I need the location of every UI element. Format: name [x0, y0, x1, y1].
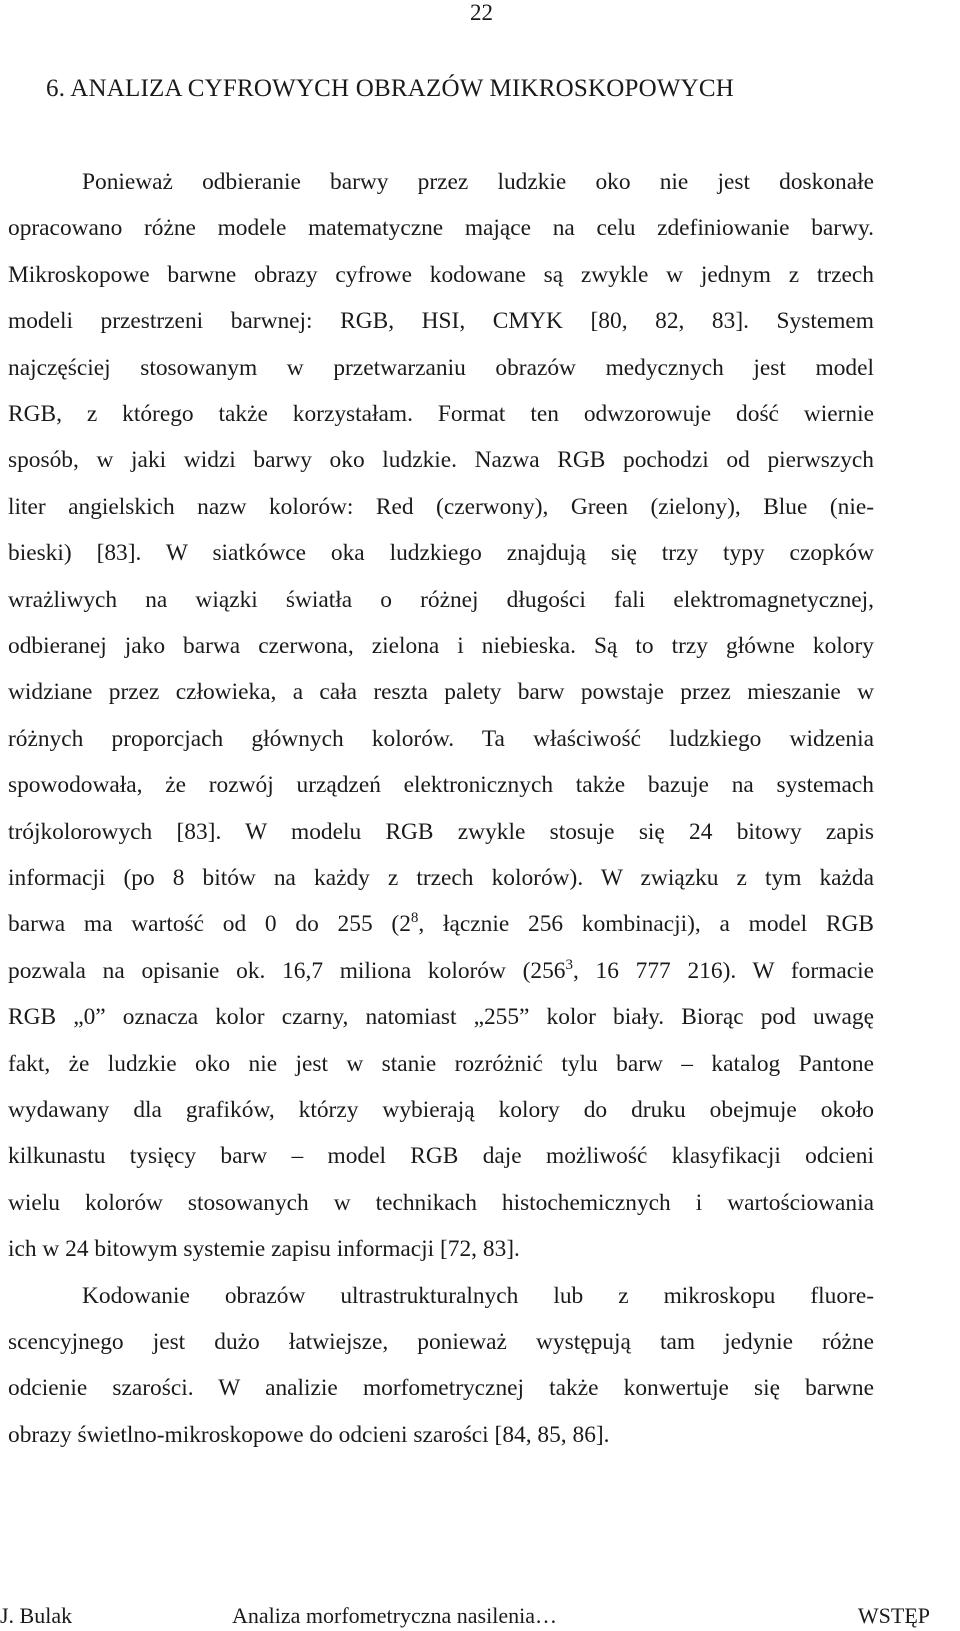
paragraph-line: odcienie szarości. W analizie morfometrycznej także konwertuje się barwne [8, 1375, 874, 1402]
line-text: pozwala na opisanie ok. 16,7 miliona kolorów (256 [8, 957, 566, 984]
line-text: , 16 777 216). W formacie [572, 957, 874, 984]
line-text: , łącznie 256 kombinacji), a model RGB [418, 911, 874, 938]
paragraph-line: najczęściej stosowanym w przetwarzaniu obrazów medycznych jest model [8, 354, 874, 381]
paragraph-line: Ponieważ odbieranie barwy przez ludzkie oko nie jest doskonałe [82, 169, 874, 195]
line-text: barwa ma wartość od 0 do 255 (2 [8, 911, 411, 938]
paragraph-line: modeli przestrzeni barwnej: RGB, HSI, CMYK [80, 82, 83]. Systemem [8, 308, 874, 335]
paragraph-line: ich w 24 bitowym systemie zapisu informacji [72, 83]. [8, 1236, 520, 1263]
paragraph-line: liter angielskich nazw kolorów: Red (czerwony), Green (zielony), Blue (nie- [8, 493, 874, 520]
paragraph-line: fakt, że ludzkie oko nie jest w stanie rozróżnić tylu barw – katalog Pantone [8, 1050, 874, 1077]
paragraph-line: widziane przez człowieka, a cała reszta palety barw powstaje przez mieszanie w [8, 679, 874, 706]
paragraph-line: spowodowała, że rozwój urządzeń elektronicznych także bazuje na systemach [8, 772, 874, 799]
footer-author: J. Bulak [0, 1603, 73, 1628]
footer-title: Analiza morfometryczna nasilenia… [232, 1603, 557, 1628]
paragraph-line: różnych proporcjach głównych kolorów. Ta właściwość ludzkiego widzenia [8, 725, 874, 752]
superscript: 3 [565, 957, 573, 973]
paragraph-line: obrazy świetlno-mikroskopowe do odcieni szarości [84, 85, 86]. [8, 1421, 610, 1448]
paragraph-line: bieski) [83]. W siatkówce oka ludzkiego znajdują się trzy typy czopków [8, 540, 874, 567]
paragraph-line: informacji (po 8 bitów na każdy z trzech kolorów). W związku z tym każda [8, 865, 874, 891]
paragraph-line [8, 956, 874, 986]
paragraph-line: RGB, z którego także korzystałam. Format ten odwzorowuje dość wiernie [8, 401, 874, 427]
chapter-title: 6. ANALIZA CYFROWYCH OBRAZÓW MIKROSKOPOWYCH [46, 75, 735, 102]
page-footer [0, 1601, 960, 1631]
paragraph-line: scencyjnego jest dużo łatwiejsze, ponieważ występują tam jedynie różne [8, 1329, 874, 1355]
footer-section: WSTĘP [857, 1603, 930, 1628]
paragraph-line: trójkolorowych [83]. W modelu RGB zwykle stosuje się 24 bitowy zapis [8, 818, 874, 845]
paragraph-line: opracowano różne modele matematyczne mające na celu zdefiniowanie barwy. [8, 215, 874, 242]
superscript: 8 [410, 910, 419, 927]
paragraph-line: Mikroskopowe barwne obrazy cyfrowe kodowane są zwykle w jednym z trzech [8, 261, 874, 288]
paragraph-line: odbieranej jako barwa czerwona, zielona i niebieska. Są to trzy główne kolory [8, 633, 874, 659]
paragraph-line: kilkunastu tysięcy barw – model RGB daje możliwość klasyfikacji odcieni [8, 1143, 874, 1170]
page-number: 22 [470, 0, 493, 25]
paragraph-line: wielu kolorów stosowanych w technikach histochemicznych i wartościowania [8, 1189, 874, 1216]
paragraph-line: wrażliwych na wiązki światła o różnej długości fali elektromagnetycznej, [8, 586, 874, 613]
paragraph-line: Kodowanie obrazów ultrastrukturalnych lub z mikroskopu fluore- [82, 1282, 874, 1309]
paragraph-line: sposób, w jaki widzi barwy oko ludzkie. Nazwa RGB pochodzi od pierwszych [8, 447, 874, 474]
paragraph-line: RGB „0” oznacza kolor czarny, natomiast „255” kolor biały. Biorąc pod uwagę [8, 1004, 874, 1031]
paragraph-line: wydawany dla grafików, którzy wybierają kolory do druku obejmuje około [8, 1097, 874, 1123]
paragraph-line [8, 909, 874, 939]
